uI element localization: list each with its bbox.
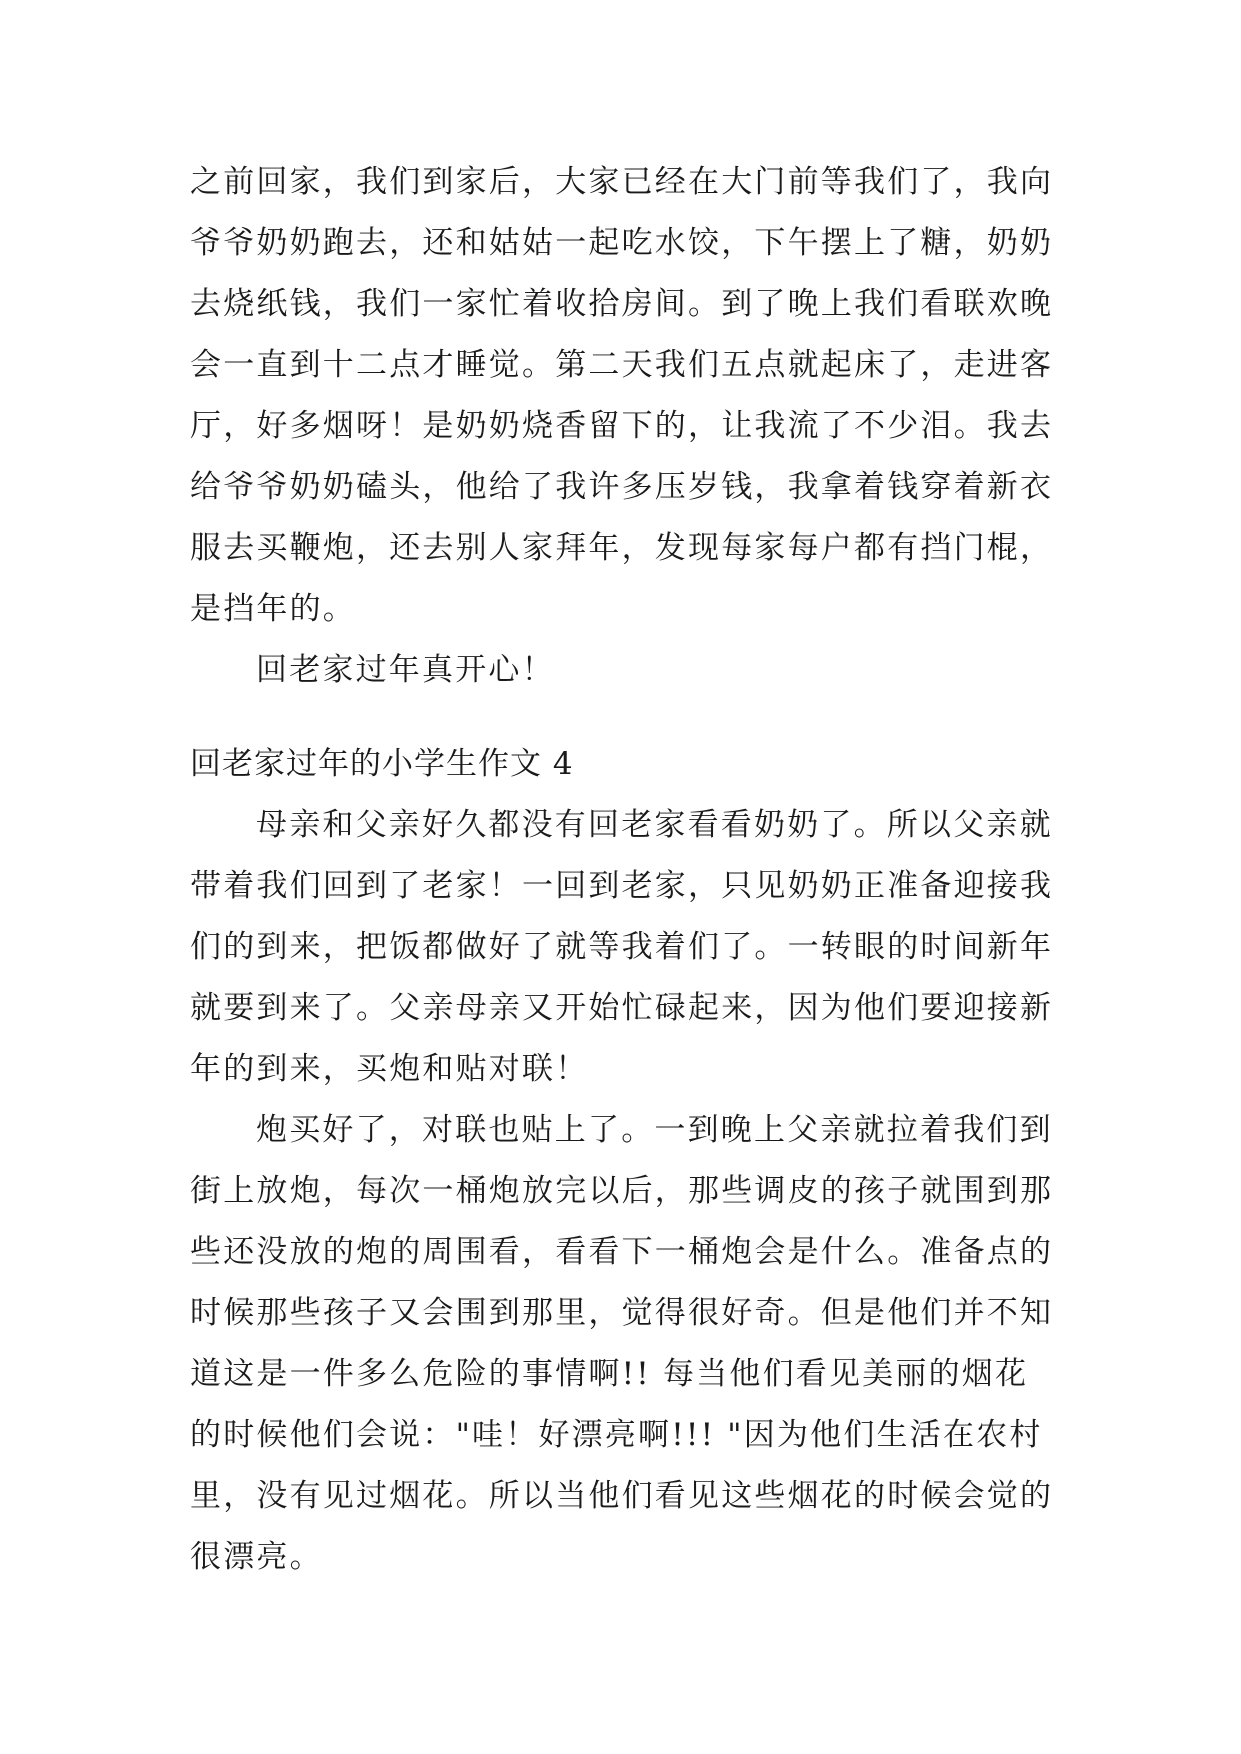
text-line: 就要到来了。父亲母亲又开始忙碌起来，因为他们要迎接新: [190, 990, 1054, 1026]
text-line: 街上放炮，每次一桶炮放完以后，那些调皮的孩子就围到那: [190, 1173, 1054, 1209]
paragraph-1: [190, 795, 1055, 1100]
paragraph-2: [190, 1100, 1055, 1588]
text-line: 之前回家，我们到家后，大家已经在大门前等我们了，我向: [190, 164, 1054, 200]
document-body: [190, 152, 1055, 1588]
section-title: 回老家过年的小学生作文 4: [190, 746, 574, 782]
text-line: 服去买鞭炮，还去别人家拜年，发现每家每户都有挡门棍，: [190, 530, 1054, 566]
text-line: 些还没放的炮的周围看，看看下一桶炮会是什么。准备点的: [190, 1234, 1054, 1270]
text-line: 给爷爷奶奶磕头，他给了我许多压岁钱，我拿着钱穿着新衣: [190, 469, 1054, 505]
text-line: 们的到来，把饭都做好了就等我着们了。一转眼的时间新年: [190, 929, 1054, 965]
text-line: 时候那些孩子又会围到那里，觉得很好奇。但是他们并不知: [190, 1295, 1054, 1331]
text-line: 是挡年的。: [190, 591, 356, 627]
text-line: 炮买好了，对联也贴上了。一到晚上父亲就拉着我们到: [256, 1112, 1053, 1148]
text-line: 厅，好多烟呀！是奶奶烧香留下的，让我流了不少泪。我去: [190, 408, 1054, 444]
text-line: 的时候他们会说："哇！好漂亮啊!!! "因为他们生活在农村: [190, 1417, 1043, 1453]
text-line: 很漂亮。: [190, 1539, 323, 1575]
text-line: 母亲和父亲好久都没有回老家看看奶奶了。所以父亲就: [256, 807, 1053, 843]
text-line: 爷爷奶奶跑去，还和姑姑一起吃水饺，下午摆上了糖，奶奶: [190, 225, 1054, 261]
text-line: 年的到来，买炮和贴对联！: [190, 1051, 589, 1087]
text-line: 会一直到十二点才睡觉。第二天我们五点就起床了，走进客: [190, 347, 1054, 383]
closing-sentence: 回老家过年真开心！: [256, 652, 555, 688]
text-line: 里，没有见过烟花。所以当他们看见这些烟花的时候会觉的: [190, 1478, 1054, 1514]
paragraph-continued: [190, 152, 1055, 640]
text-line: 去烧纸钱，我们一家忙着收拾房间。到了晚上我们看联欢晚: [190, 286, 1054, 322]
text-line: 道这是一件多么危险的事情啊!! 每当他们看见美丽的烟花: [190, 1356, 1029, 1392]
section-spacer: [190, 701, 1055, 734]
text-line: 带着我们回到了老家！一回到老家，只见奶奶正准备迎接我: [190, 868, 1054, 904]
